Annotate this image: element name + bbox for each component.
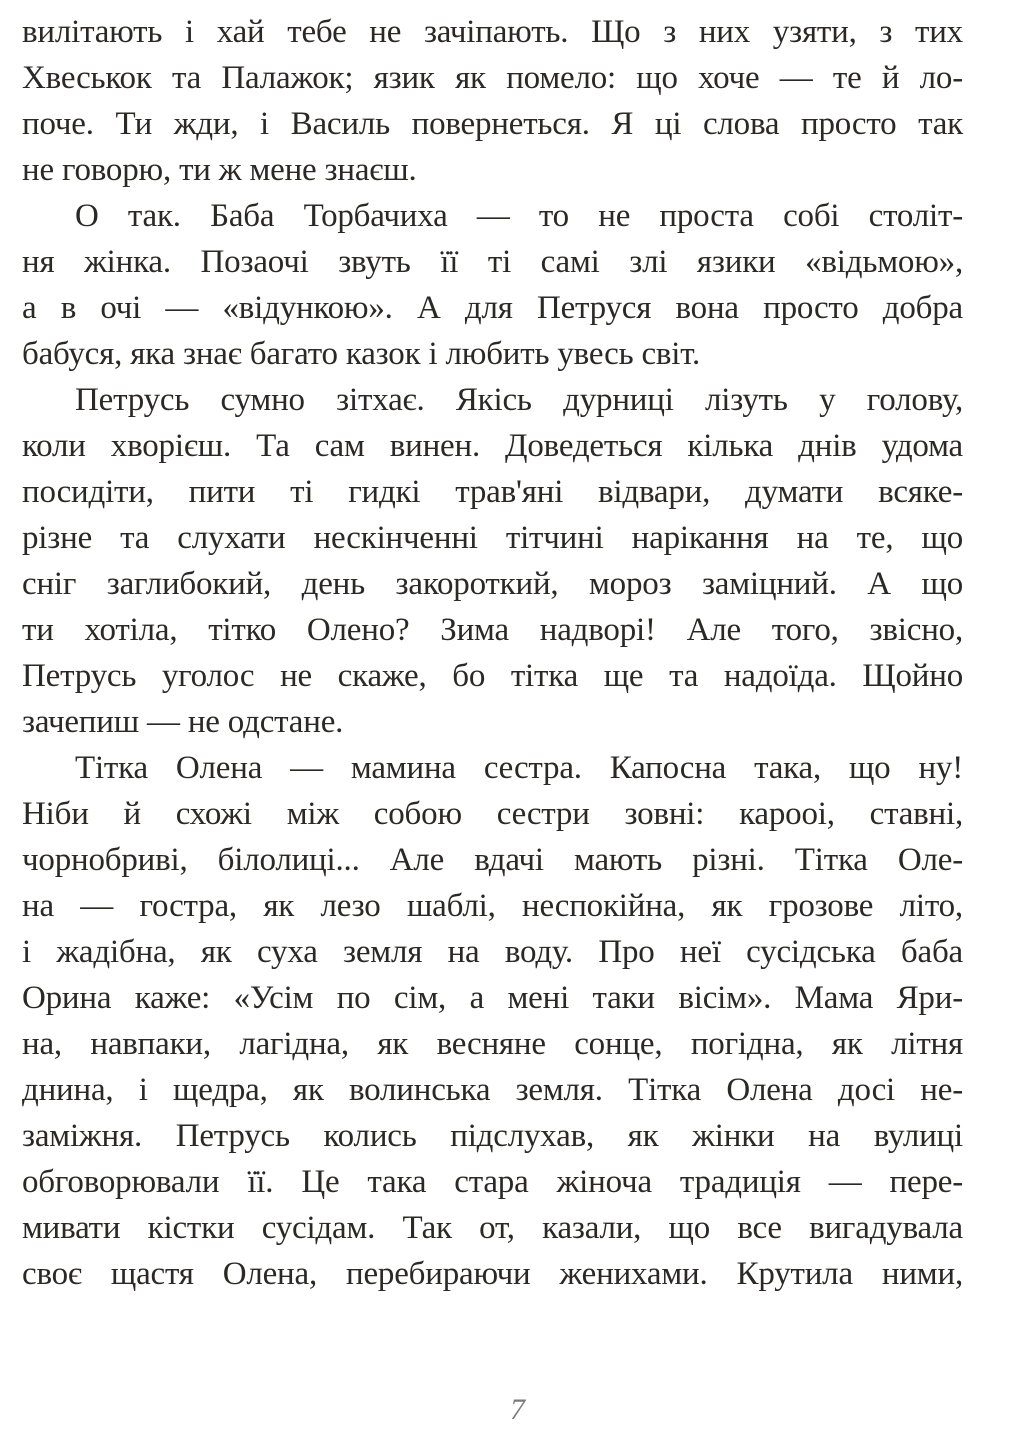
text-line: різне та слухати нескінченні тітчині нарікання на те, що	[22, 520, 963, 556]
text-line: О так. Баба Торбачиха — то не проста собі століт-	[75, 198, 963, 234]
text-line: на — гостра, як лезо шаблі, неспокійна, як грозове літо,	[22, 888, 963, 924]
text-line: ти хотіла, тітко Олено? Зима надворі! Але того, звісно,	[22, 612, 963, 648]
text-line: коли хворієш. Та сам винен. Доведеться кілька днів удома	[22, 428, 963, 464]
text-line: заміжня. Петрусь колись підслухав, як жінки на вулиці	[22, 1118, 963, 1154]
text-line: мивати кістки сусідам. Так от, казали, що все вигадувала	[22, 1210, 963, 1246]
text-line: сніг заглибокий, день закороткий, мороз заміцний. А що	[22, 566, 963, 602]
text-line: Хвеськок та Палажок; язик як помело: що хоче — те й ло-	[22, 60, 963, 96]
paragraph-4	[22, 745, 963, 1297]
text-line: чорнобриві, білолиці... Але вдачі мають різні. Тітка Оле-	[22, 842, 963, 878]
paragraph-1	[22, 9, 963, 193]
text-line: Тітка Олена — мамина сестра. Капосна така, що ну!	[75, 750, 963, 786]
text-line: ня жінка. Позаочі звуть її ті самі злі язики «відьмою»,	[22, 244, 963, 280]
paragraph-2	[22, 193, 963, 377]
text-line: своє щастя Олена, перебираючи женихами. Крутила ними,	[22, 1256, 963, 1292]
text-line: днина, і щедра, як волинська земля. Тітка Олена досі не-	[22, 1072, 963, 1108]
text-line: вилітають і хай тебе не зачіпають. Що з них узяти, з тих	[22, 14, 963, 50]
text-line: Орина каже: «Усім по сім, а мені таки вісім». Мама Яри-	[22, 980, 963, 1016]
text-line: посидіти, пити ті гидкі трав'яні відвари, думати всяке-	[22, 474, 963, 510]
text-line: поче. Ти жди, і Василь повернеться. Я ці слова просто так	[22, 106, 963, 142]
text-line: на, навпаки, лагідна, як весняне сонце, погідна, як літня	[22, 1026, 963, 1062]
text-line: зачепиш — не одстане.	[22, 704, 344, 740]
text-line: Петрусь сумно зітхає. Якісь дурниці лізуть у голову,	[75, 382, 963, 418]
text-line: обговорювали її. Це така стара жіноча традиція — пере-	[22, 1164, 963, 1200]
text-line: бабуся, яка знає багато казок і любить увесь світ.	[22, 336, 701, 372]
text-line: не говорю, ти ж мене знаєш.	[22, 152, 417, 188]
text-line: Ніби й схожі між собою сестри зовні: карооі, ставні,	[22, 796, 963, 832]
page-number: 7	[510, 1393, 525, 1426]
paragraph-3	[22, 377, 963, 745]
text-line: і жадібна, як суха земля на воду. Про неї сусідська баба	[22, 934, 963, 970]
text-line: Петрусь уголос не скаже, бо тітка ще та надоїда. Щойно	[22, 658, 963, 694]
text-line: а в очі — «відункою». А для Петруся вона просто добра	[22, 290, 963, 326]
book-page-body	[22, 9, 963, 1297]
